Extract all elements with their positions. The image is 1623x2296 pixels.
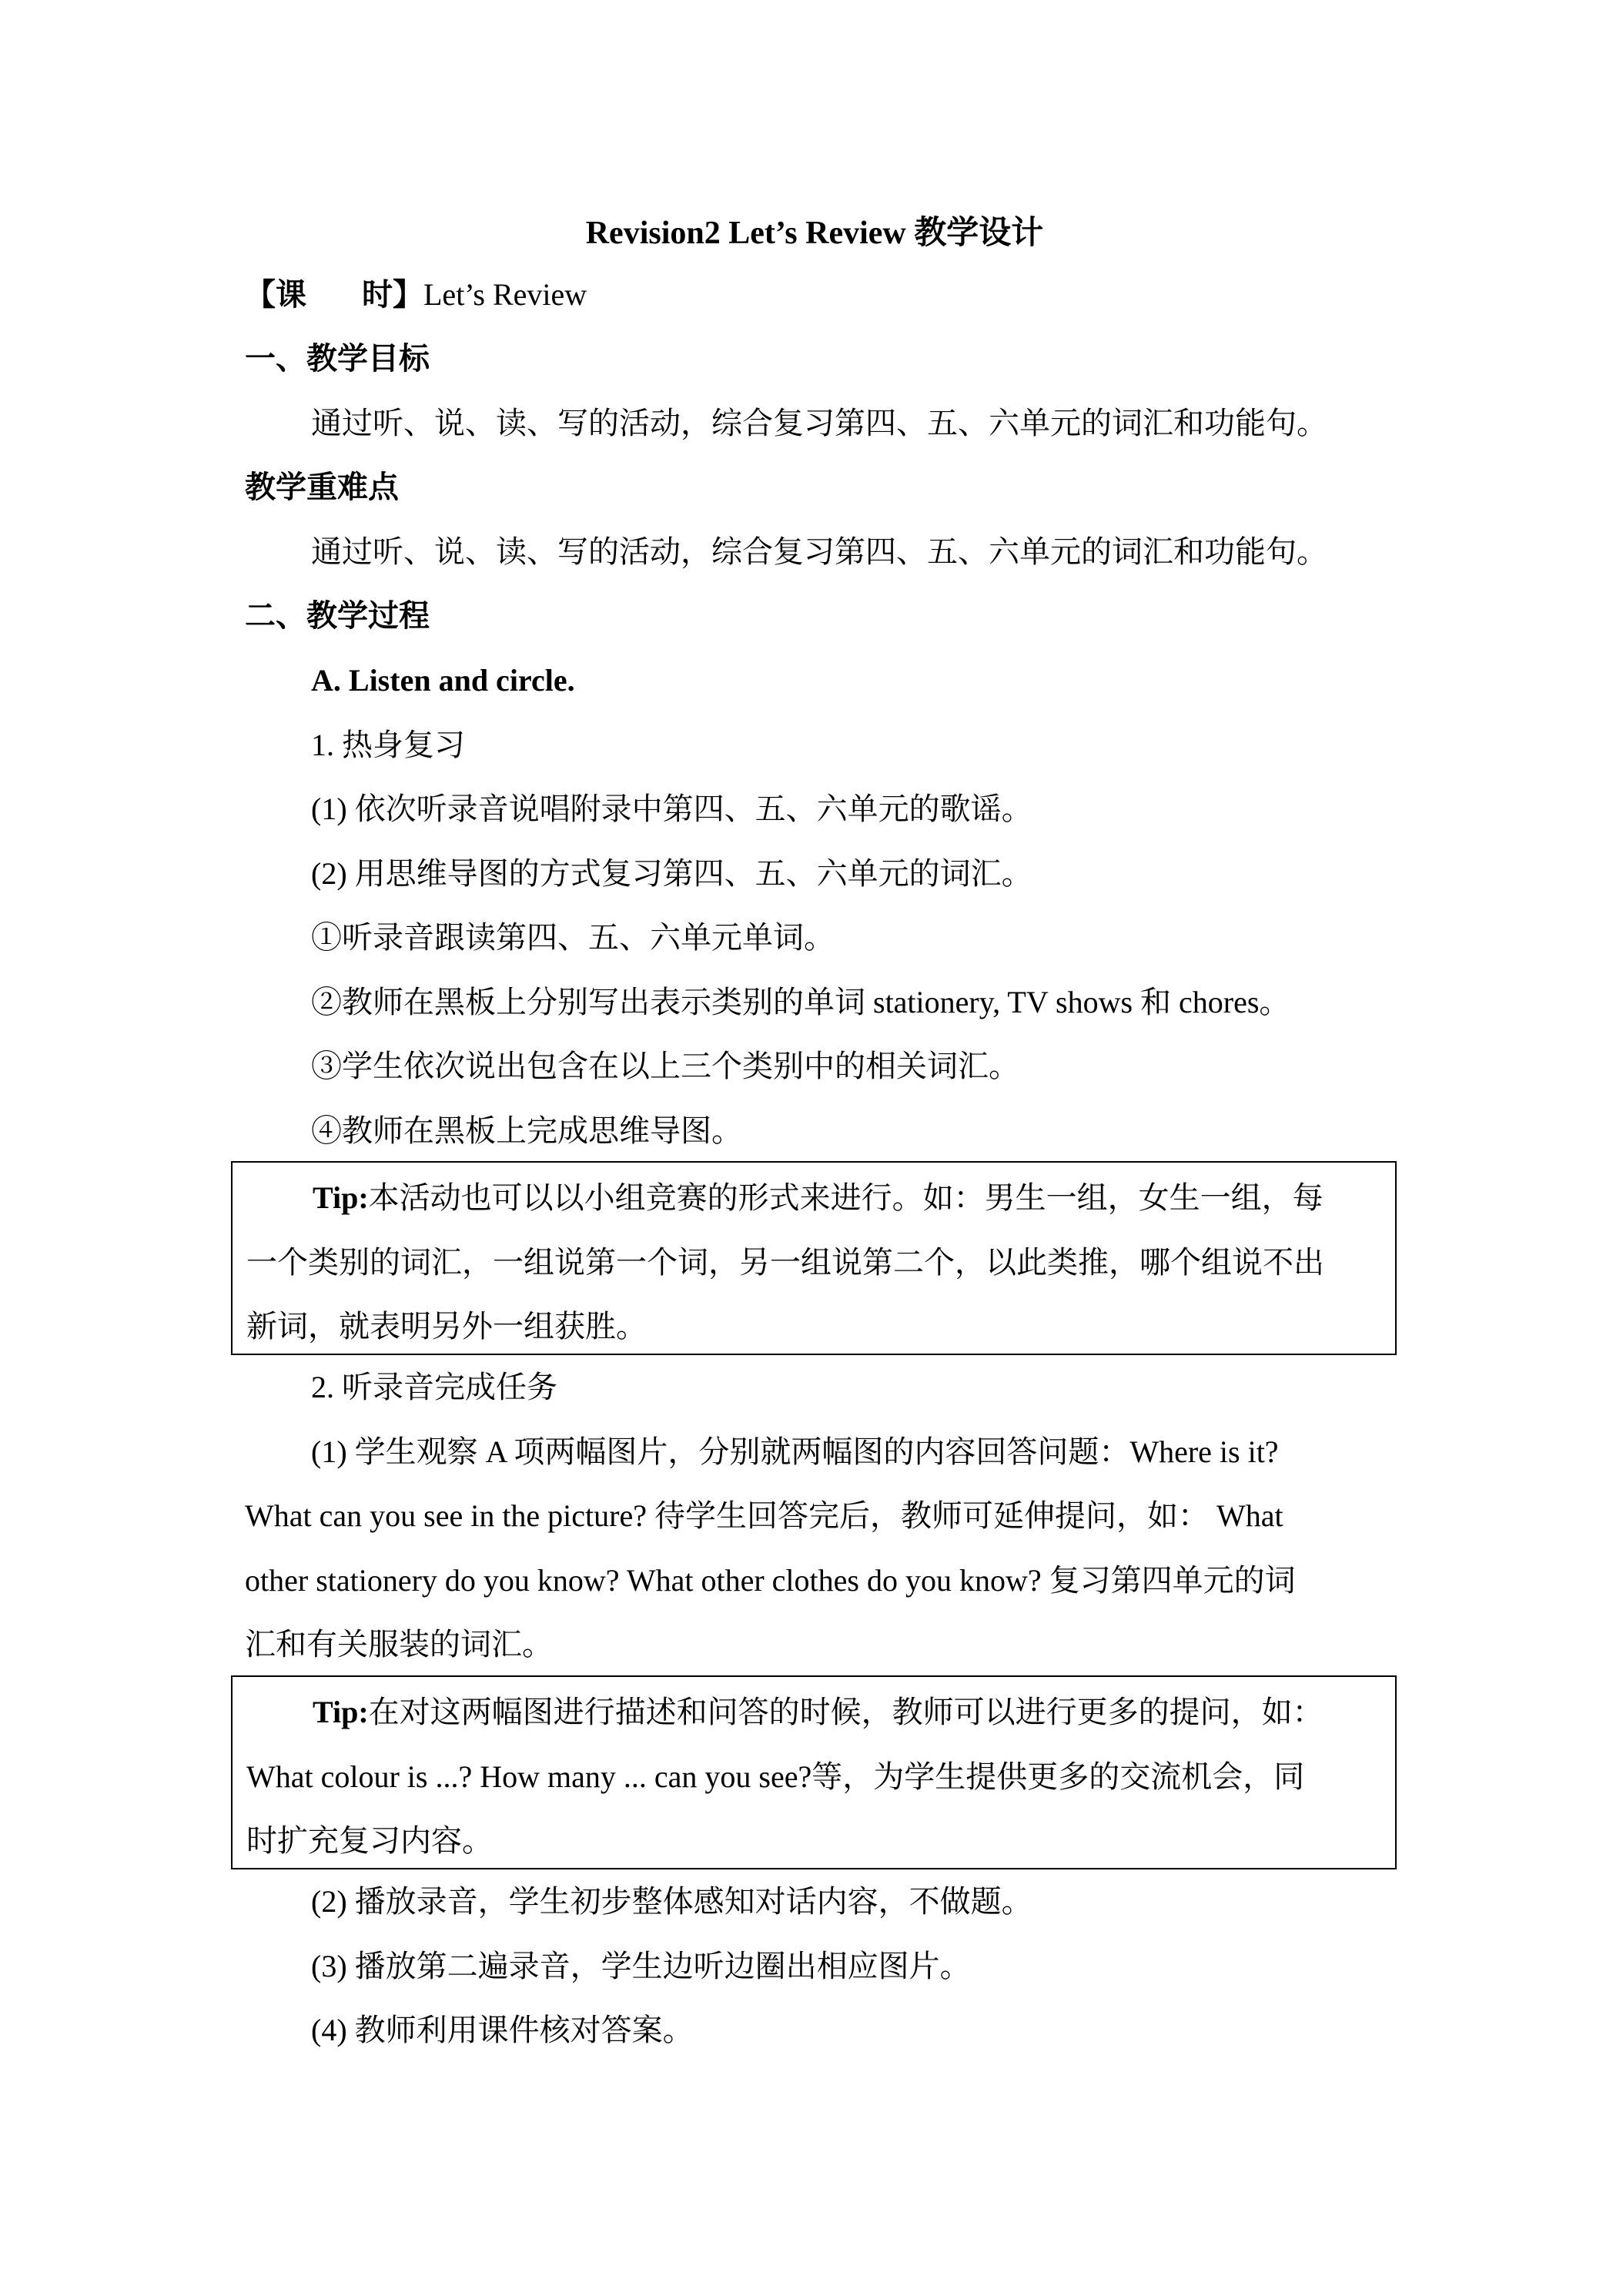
step-2-paragraph-line: (1) 学生观察 A 项两幅图片，分别就两幅图的内容回答问题：Where is it? bbox=[311, 1434, 1279, 1469]
objectives-text: 通过听、说、读、写的活动，综合复习第四、五、六单元的词汇和功能句。 bbox=[311, 406, 1327, 440]
step-1-item: (1) 依次听录音说唱附录中第四、五、六单元的歌谣。 bbox=[311, 792, 1032, 826]
document-title: Revision2 Let’s Review 教学设计 bbox=[585, 216, 1044, 251]
tip-label: Tip: bbox=[313, 1695, 369, 1729]
step-2-paragraph-line: What can you see in the picture? 待学生回答完后，教师可延伸提问，如： What bbox=[245, 1498, 1283, 1533]
step-1-item: (2) 用思维导图的方式复习第四、五、六单元的词汇。 bbox=[311, 856, 1032, 891]
tip-label: Tip: bbox=[313, 1180, 369, 1215]
lesson-label-open: 【课 bbox=[245, 277, 306, 312]
tip-line: 新词，就表明另外一组获胜。 bbox=[246, 1309, 647, 1344]
lesson-label-close: 时】 bbox=[362, 277, 423, 312]
tip-line: 时扩充复习内容。 bbox=[246, 1823, 493, 1858]
step-2-heading: 2. 听录音完成任务 bbox=[311, 1370, 557, 1404]
step-2-paragraph-line: other stationery do you know? What other clothes do you know? 复习第四单元的词 bbox=[245, 1563, 1296, 1598]
tip-box-2 bbox=[231, 1675, 1397, 1869]
lesson-value: Let’s Review bbox=[423, 277, 587, 312]
lesson-line bbox=[245, 273, 1384, 316]
step-2-item: (4) 教师利用课件核对答案。 bbox=[311, 2013, 694, 2047]
step-1-item: ①听录音跟读第四、五、六单元单词。 bbox=[311, 920, 835, 955]
step-1-heading: 1. 热身复习 bbox=[311, 728, 465, 762]
step-2-item: (2) 播放录音，学生初步整体感知对话内容，不做题。 bbox=[311, 1884, 1032, 1919]
step-1-item: ④教师在黑板上完成思维导图。 bbox=[311, 1113, 742, 1148]
section-heading-process: 二、教学过程 bbox=[245, 598, 430, 633]
section-heading-key-points: 教学重难点 bbox=[245, 470, 399, 504]
tip-line: 一个类别的词汇，一组说第一个词，另一组说第二个，以此类推，哪个组说不出 bbox=[246, 1245, 1324, 1280]
tip-line: Tip:本活动也可以以小组竞赛的形式来进行。如：男生一组，女生一组，每 bbox=[313, 1180, 1323, 1215]
step-1-item: ②教师在黑板上分别写出表示类别的单词 stationery, TV shows 和 chores。 bbox=[311, 985, 1290, 1019]
tip-line: Tip:在对这两幅图进行描述和问答的时候，教师可以进行更多的提问，如： bbox=[313, 1695, 1323, 1729]
step-1-item: ③学生依次说出包含在以上三个类别中的相关词汇。 bbox=[311, 1049, 1019, 1083]
step-2-paragraph-line: 汇和有关服装的词汇。 bbox=[245, 1627, 553, 1662]
tip-box-1 bbox=[231, 1161, 1397, 1355]
section-heading-objectives: 一、教学目标 bbox=[245, 341, 430, 376]
part-a-heading: A. Listen and circle. bbox=[311, 663, 575, 698]
tip-line: What colour is ...? How many ... can you see?等，为学生提供更多的交流机会，同 bbox=[246, 1759, 1305, 1794]
step-2-item: (3) 播放第二遍录音，学生边听边圈出相应图片。 bbox=[311, 1949, 971, 1983]
key-points-text: 通过听、说、读、写的活动，综合复习第四、五、六单元的词汇和功能句。 bbox=[311, 534, 1327, 569]
